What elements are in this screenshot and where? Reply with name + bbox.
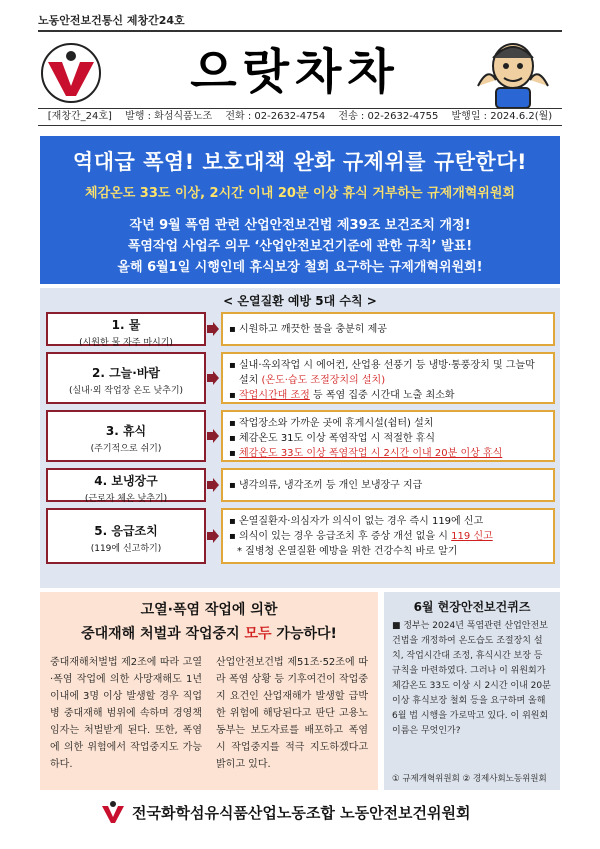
hero-body-line: 폭염작업 사업주 의무 ‘산업안전보건기준에 관한 규칙’ 발표! [127,239,473,254]
issue-info-bar [38,108,562,126]
rule-detail-line: ▪ 작업장소와 가까운 곳에 휴게시설(쉼터) 설치 [229,416,547,431]
rule-note: * 질병청 온열질환 예방을 위한 건강수칙 바로 알기 [237,546,458,557]
rules-title: < 온열질환 예방 5대 수칙 > [223,294,377,308]
issue-number: [재창간_24호] [47,111,112,122]
quiz-question: ■ 정부는 2024년 폭염관련 산업안전보건법을 개정하여 온도습도 조절장치 설치, 작업시간대 조정, 휴식시간 보장 등 규칙을 마련하였다. 그러나 이 위원회가 체감온도 33도 이상 시 2시간 이내 20분 이상 휴식보장 철회 등을 요구하며 올해 6월 법 시행을 가로막고 있다. 이 위원회 이름은 무엇인가? [392,621,551,736]
rule-detail-cooling-gear [221,468,555,502]
rule-detail-water [221,312,555,346]
phone-number: 전화 : 02-2632-4754 [225,111,326,122]
rule-name: 5. 응급조치 [94,524,158,538]
article-panel [40,592,378,790]
rule-detail-shade-wind [221,352,555,404]
article-headline-line1: 고열·폭염 작업에 의한 [140,602,278,618]
arrow-right-icon [207,429,219,443]
rule-detail-highlight: 체감온도 33도 이상 폭염작업 시 2시간 이내 20분 이상 휴식 [239,448,503,459]
rule-detail-line: ▪ 온열질환자·의심자가 의식이 없는 경우 즉시 119에 신고 [229,514,547,529]
arrow-right-icon [207,529,219,543]
rule-desc: (시원한 물 자주 마시기) [79,338,173,348]
rule-detail-line: 등 폭염 집중 시간대 노출 최소화 [313,390,455,401]
union-logo-icon [40,42,102,104]
article-headline-end: 가능하다! [276,626,337,642]
quiz-options: ① 규제개혁위원회 ② 경제사회노동위원회 [392,774,547,784]
rule-desc: (실내·외 작업장 온도 낮추기) [68,386,184,396]
article-column-right: 산업안전보건법 제51조·52조에 따라 폭염 상황 등 기후여건이 작업중지 요건인 산업재해가 발생할 급박한 위험에 해당된다고 판단 고용노동부는 보도자료를 배포하고 폭염 시 작업중지를 적극 지도하겠다고 밝히고 있다. [216,657,368,770]
hero-banner [40,136,560,284]
rule-detail-highlight: 작업시간대 조정 [239,390,310,401]
arrow-right-icon [207,478,219,492]
rule-name: 2. 그늘·바람 [91,366,160,380]
rule-category-cooling-gear [46,468,206,502]
rule-desc: (119에 신고하기) [90,544,162,554]
arrow-right-icon [207,322,219,336]
hero-body-line: 작년 9월 폭염 관련 산업안전보건법 제39조 보건조치 개정! [129,218,471,233]
publish-date: 발행일 : 2024.6.2(월) [451,111,553,122]
footer [40,796,560,828]
rule-detail-rest [221,410,555,462]
arrow-right-icon [207,371,219,385]
top-divider [38,30,562,32]
union-logo-small-icon [100,800,126,824]
rule-category-water [46,312,206,346]
footer-org-name: 전국화학섬유식품산업노동조합 노동안전보건위원회 [132,804,471,822]
hero-title: 역대급 폭염! 보호대책 완화 규제위를 규탄한다! [72,150,528,174]
strongman-cartoon-icon [468,36,558,110]
heat-illness-rules-panel [40,288,560,588]
masthead-title: 으랏차차 [190,44,400,100]
rule-category-shade-wind [46,352,206,404]
rule-category-first-aid [46,508,206,564]
article-headline [40,598,378,646]
newsletter-series-label: 노동안전보건통신 제창간24호 [38,14,185,27]
rule-detail-line: ▪ 체감온도 31도 이상 폭염작업 시 적절한 휴식 [229,431,547,446]
rule-detail-line: ▪ 냉각의류, 냉각조끼 등 개인 보냉장구 지급 [229,478,547,493]
rule-detail-highlight: (온도·습도 조절장치의 설치) [261,375,386,386]
article-headline-highlight: 모두 [244,626,272,642]
rule-detail-line: 실내·옥외작업 시 에어컨, 산업용 선풍기 등 냉방·통풍장치 및 그늘막 설치 [239,360,535,386]
hero-body [40,215,560,278]
rule-name: 4. 보냉장구 [94,474,158,488]
quiz-title: 6월 현장안전보건퀴즈 [413,600,531,614]
hero-body-line: 올해 6월1일 시행인데 휴식보장 철회 요구하는 규제개혁위원회! [117,260,483,275]
rule-name: 1. 물 [111,318,141,332]
publisher: 발행 : 화섬식품노조 [125,111,213,122]
rule-desc: (주기적으로 쉬기) [90,444,162,454]
article-headline-line2: 중대재해 처벌과 작업중지 [81,626,240,642]
rule-detail-first-aid [221,508,555,564]
rule-detail-highlight: 119 신고 [451,531,493,542]
rule-name: 3. 휴식 [105,424,147,438]
rule-desc: (근로자 체온 낮추기) [84,494,168,504]
rule-detail-line: 의식이 있는 경우 응급조치 후 증상 개선 없을 시 [239,531,448,542]
fax-number: 전송 : 02-2632-4755 [338,111,439,122]
article-column-left: 중대재해처벌법 제2조에 따라 고열·폭염 작업에 의한 사망재해도 1년 이내에 3명 이상 발생할 경우 직업병 중대재해 범위에 속하며 경영책임자는 처벌받게 된다. 또한, 폭염에 의한 위험에서 작업중지도 가능하다. [50,657,202,770]
safety-quiz-panel [384,592,560,790]
hero-subtitle: 체감온도 33도 이상, 2시간 이내 20분 이상 휴식 거부하는 규제개혁위원회 [85,186,515,201]
rule-category-rest [46,410,206,462]
rule-detail-line: ▪ 시원하고 깨끗한 물을 충분히 제공 [229,322,547,337]
